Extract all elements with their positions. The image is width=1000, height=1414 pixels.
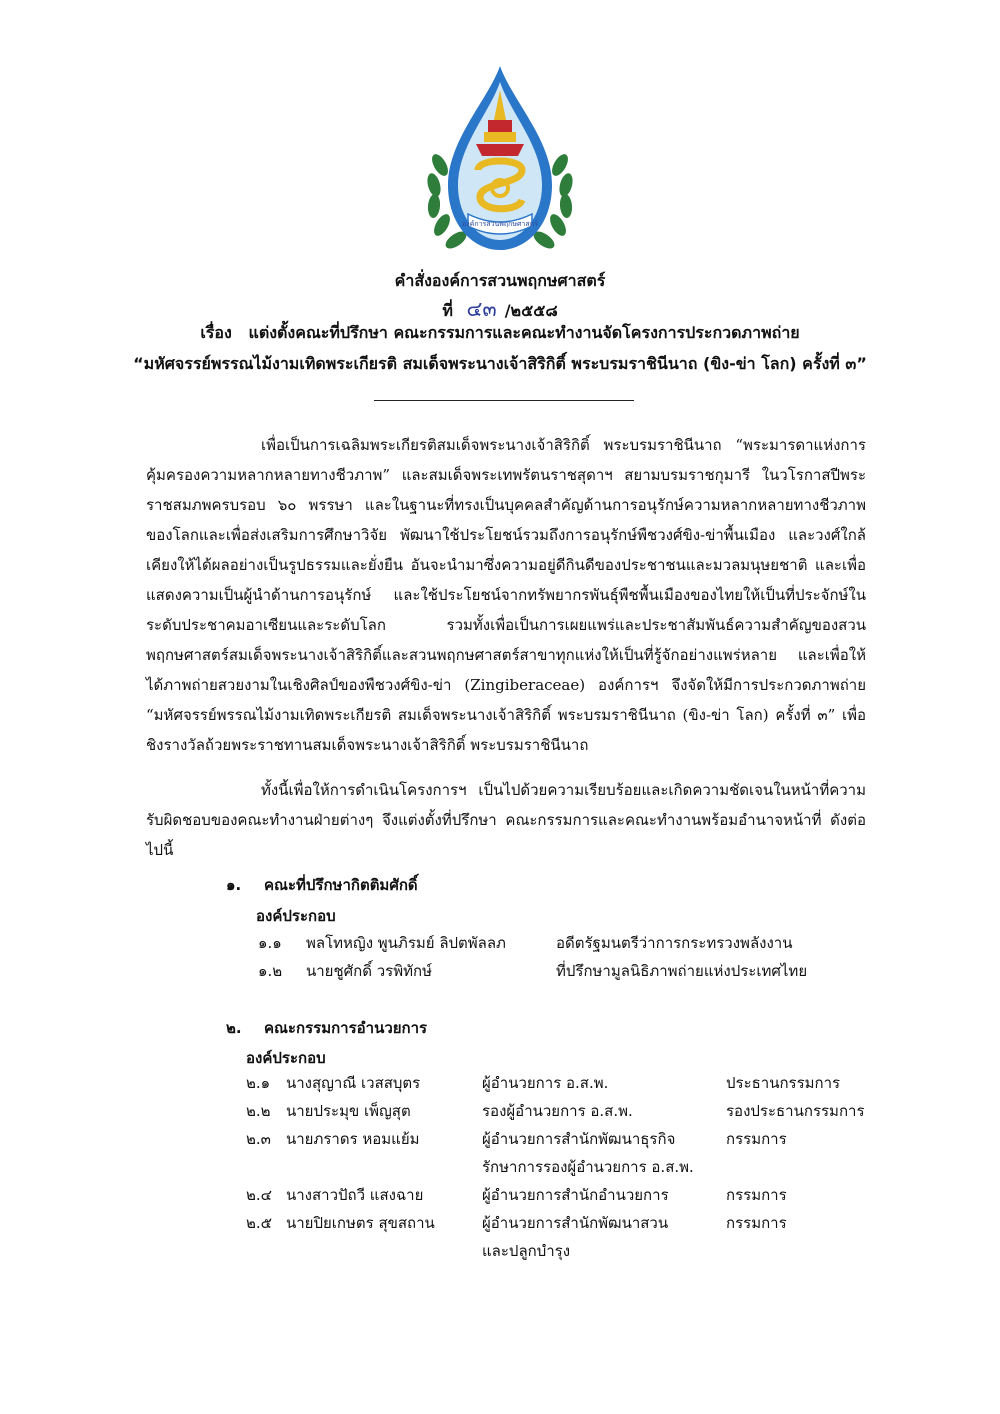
- organization-logo: [418, 60, 582, 260]
- member-name: นางสาวปัถวี แสงฉาย: [286, 1186, 424, 1204]
- number-prefix: ที่: [442, 301, 453, 320]
- member-name: นายประมุข เพ็ญสุต: [286, 1102, 411, 1120]
- section-title: คณะกรรมการอำนวยการ: [264, 1019, 428, 1037]
- member-role: กรรมการ: [726, 1130, 787, 1148]
- member-position-cont: และปลูกบำรุง: [482, 1242, 571, 1260]
- member-name: นายปิยเกษตร สุขสถาน: [286, 1214, 435, 1232]
- order-title: คำสั่งองค์การสวนพฤกษศาสตร์: [394, 271, 606, 290]
- member-no: ๒.๓: [246, 1130, 271, 1148]
- member-position: ผู้อำนวยการสำนักอำนวยการ: [482, 1186, 669, 1204]
- member-position: ผู้อำนวยการ อ.ส.พ.: [482, 1074, 609, 1092]
- composition-label: องค์ประกอบ: [246, 1049, 326, 1067]
- member-no: ๒.๒: [246, 1102, 271, 1120]
- member-no: ๒.๔: [246, 1186, 273, 1204]
- header-divider: [374, 400, 634, 401]
- member-position: ผู้อำนวยการสำนักพัฒนาธุรกิจ: [482, 1130, 676, 1148]
- member-role: กรรมการ: [726, 1186, 787, 1204]
- member-position: รองผู้อำนวยการ อ.ส.พ.: [482, 1102, 633, 1120]
- logo-text: องค์การสวนพฤกษศาสตร์: [462, 220, 538, 228]
- member-position: ที่ปรึกษามูลนิธิภาพถ่ายแห่งประเทศไทย: [556, 962, 808, 980]
- number-suffix: /๒๕๕๘: [504, 301, 558, 320]
- member-role: ประธานกรรมการ: [726, 1074, 841, 1092]
- paragraph-2: [146, 775, 866, 865]
- section-1-heading: [226, 874, 418, 896]
- member-position: อดีตรัฐมนตรีว่าการกระทรวงพลังงาน: [556, 934, 793, 952]
- section-title: คณะที่ปรึกษากิตติมศักดิ์: [264, 876, 418, 894]
- member-name: นางสุญาณี เวสสบุตร: [286, 1074, 421, 1092]
- member-no: ๑.๑: [258, 934, 282, 952]
- member-name: นายภราดร หอมแย้ม: [286, 1130, 420, 1148]
- paragraph-1-text: เพื่อเป็นการเฉลิมพระเกียรติสมเด็จพระนางเจ้าสิริกิติ์ พระบรมราชินีนาถ “พระมารดาแห่งการคุ้มครองความหลากหลายทางชีวภาพ” และสมเด็จพระเทพรัตนราชสุดาฯ สยามบรมราชกุมารี ในวโรกาสปีพระราชสมภพครบรอบ ๖๐ พรรษา และในฐานะที่ทรงเป็นบุคคลสำคัญด้านการอนุรักษ์ความหลากหลายทางชีวภาพของโลกและเพื่อส่งเสริมการศึกษาวิจัย พัฒนาใช้ประโยชน์รวมถึงการอนุรักษ์พืชวงศ์ขิง-ข่าพื้นเมือง และวงศ์ใกล้เคียงให้ได้ผลอย่างเป็นรูปธรรมและยั่งยืน อันจะนำมาซึ่งความอยู่ดีกินดีของประชาชนและมวลมนุษยชาติ และเพื่อแสดงความเป็นผู้นำด้านการอนุรักษ์ และใช้ประโยชน์จากทรัพยากรพันธุ์พืชพื้นเมืองของไทยให้เป็นที่ประจักษ์ในระดับประชาคมอาเซียนและระดับโลก รวมทั้งเพื่อเป็นการเผยแพร่และประชาสัมพันธ์ความสำคัญของสวนพฤกษศาสตร์สมเด็จพระนางเจ้าสิริกิติ์และสวนพฤกษศาสตร์สาขาทุกแห่งให้เป็นที่รู้จักอย่างแพร่หลาย และเพื่อให้ได้ภาพถ่ายสวยงามในเชิงศิลป์ของพืชวงศ์ขิง-ข่า (Zingiberaceae) องค์การฯ จึงจัดให้มีการประกวดภาพถ่าย “มหัศจรรย์พรรณไม้งามเทิดพระเกียรติ สมเด็จพระนางเจ้าสิริกิติ์ พระบรมราชินีนาถ (ขิง-ข่า โลก) ครั้งที่ ๓” เพื่อชิงรางวัลถ้วยพระราชทานสมเด็จพระนางเจ้าสิริกิติ์ พระบรมราชินีนาถ: [146, 436, 866, 754]
- paragraph-2-text: ทั้งนี้เพื่อให้การดำเนินโครงการฯ เป็นไปด้วยความเรียบร้อยและเกิดความชัดเจนในหน้าที่ความรับผิดชอบของคณะทำงานฝ่ายต่างๆ จึงแต่งตั้งที่ปรึกษา คณะกรรมการและคณะทำงานพร้อมอำนาจหน้าที่ ดังต่อไปนี้: [146, 781, 866, 859]
- section-2-heading: [226, 1017, 427, 1039]
- order-number: [0, 298, 1000, 322]
- handwritten-number: ๔๓: [466, 297, 497, 321]
- subject-label: เรื่อง: [200, 323, 232, 342]
- logo-emblem: [418, 60, 582, 260]
- subject-line-1: [0, 322, 1000, 344]
- member-name: นายชูศักดิ์ วรพิทักษ์: [306, 962, 432, 980]
- member-position: ผู้อำนวยการสำนักพัฒนาสวน: [482, 1214, 669, 1232]
- composition-label: องค์ประกอบ: [256, 907, 336, 925]
- member-name: พลโทหญิง พูนภิรมย์ ลิปตพัลลภ: [306, 934, 506, 952]
- member-role: รองประธานกรรมการ: [726, 1102, 865, 1120]
- member-no: ๑.๒: [258, 962, 283, 980]
- subject-text: แต่งตั้งคณะที่ปรึกษา คณะกรรมการและคณะทำงานจัดโครงการประกวดภาพถ่าย: [248, 323, 800, 342]
- paragraph-1: [146, 430, 866, 760]
- member-role: กรรมการ: [726, 1214, 787, 1232]
- section-number: ๑.: [226, 876, 242, 894]
- member-position-cont: รักษาการรองผู้อำนวยการ อ.ส.พ.: [482, 1158, 694, 1176]
- member-no: ๒.๕: [246, 1214, 273, 1232]
- member-no: ๒.๑: [246, 1074, 271, 1092]
- section-number: ๒.: [226, 1019, 242, 1037]
- subject-line-2: “มหัศจรรย์พรรณไม้งามเทิดพระเกียรติ สมเด็จพระนางเจ้าสิริกิติ์ พระบรมราชินีนาถ (ขิง-ข่า โลก) ครั้งที่ ๓”: [133, 354, 867, 373]
